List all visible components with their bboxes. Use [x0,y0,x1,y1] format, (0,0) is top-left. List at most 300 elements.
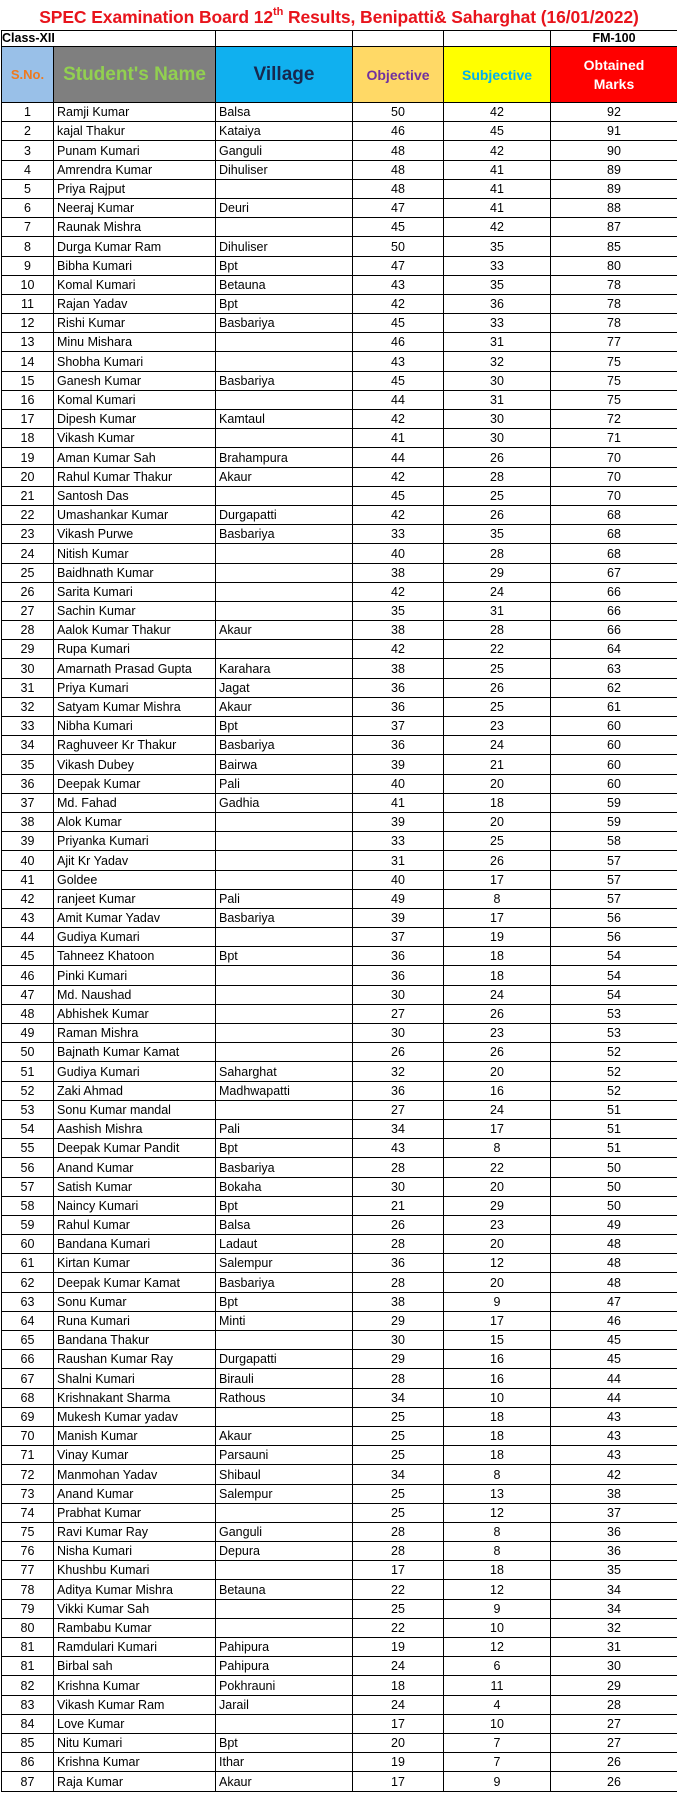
table-row [2,218,677,237]
table-row [2,1043,677,1062]
cell-village: Bpt [216,1139,353,1158]
cell-objective: 43 [353,275,444,294]
cell-objective: 39 [353,908,444,927]
cell-student-name: Priya Rajput [54,179,216,198]
cell-subjective: 18 [444,1561,551,1580]
cell-objective: 37 [353,717,444,736]
cell-sno: 11 [2,294,54,313]
cell-village: Shibaul [216,1465,353,1484]
table-row [2,1542,677,1561]
cell-village: Pokhrauni [216,1676,353,1695]
table-row [2,486,677,505]
table-row [2,103,677,122]
cell-village [216,563,353,582]
cell-obtained-marks: 70 [551,448,677,467]
cell-subjective: 20 [444,1062,551,1081]
cell-obtained-marks: 78 [551,294,677,313]
cell-village: Bpt [216,294,353,313]
table-row [2,1331,677,1350]
cell-sno: 65 [2,1331,54,1350]
cell-student-name: Md. Naushad [54,985,216,1004]
cell-village: Ladaut [216,1235,353,1254]
cell-sno: 32 [2,697,54,716]
cell-sno: 25 [2,563,54,582]
cell-obtained-marks: 52 [551,1081,677,1100]
cell-objective: 25 [353,1503,444,1522]
cell-objective: 41 [353,429,444,448]
table-row [2,390,677,409]
cell-village: Ganguli [216,141,353,160]
table-row [2,1676,677,1695]
cell-subjective: 42 [444,141,551,160]
table-row [2,1158,677,1177]
cell-obtained-marks: 78 [551,314,677,333]
cell-subjective: 30 [444,410,551,429]
cell-subjective: 8 [444,1465,551,1484]
cell-subjective: 25 [444,697,551,716]
cell-objective: 48 [353,179,444,198]
cell-student-name: Rajan Yadav [54,294,216,313]
table-row [2,1273,677,1292]
cell-village: Basbariya [216,314,353,333]
cell-objective: 36 [353,947,444,966]
cell-objective: 24 [353,1695,444,1714]
table-row [2,1004,677,1023]
cell-student-name: Bajnath Kumar Kamat [54,1043,216,1062]
cell-subjective: 26 [444,678,551,697]
cell-obtained-marks: 60 [551,717,677,736]
cell-subjective: 35 [444,237,551,256]
cell-village: Jarail [216,1695,353,1714]
cell-subjective: 9 [444,1292,551,1311]
cell-objective: 25 [353,1407,444,1426]
cell-student-name: ranjeet Kumar [54,889,216,908]
cell-objective: 17 [353,1714,444,1733]
cell-village [216,832,353,851]
cell-subjective: 31 [444,333,551,352]
cell-objective: 38 [353,1292,444,1311]
cell-sno: 50 [2,1043,54,1062]
cell-subjective: 24 [444,1100,551,1119]
cell-subjective: 19 [444,928,551,947]
cell-village [216,851,353,870]
cell-village: Saharghat [216,1062,353,1081]
cell-sno: 56 [2,1158,54,1177]
cell-student-name: Nisha Kumari [54,1542,216,1561]
cell-obtained-marks: 61 [551,697,677,716]
cell-sno: 53 [2,1100,54,1119]
table-row [2,774,677,793]
cell-objective: 43 [353,1139,444,1158]
table-row [2,928,677,947]
header-subjective: Subjective [444,47,551,103]
cell-subjective: 11 [444,1676,551,1695]
cell-village [216,966,353,985]
table-row [2,1369,677,1388]
cell-obtained-marks: 45 [551,1331,677,1350]
cell-sno: 14 [2,352,54,371]
cell-student-name: Shalni Kumari [54,1369,216,1388]
cell-student-name: Anand Kumar [54,1484,216,1503]
cell-student-name: Rahul Kumar [54,1215,216,1234]
cell-student-name: Bandana Thakur [54,1331,216,1350]
cell-obtained-marks: 88 [551,198,677,217]
cell-subjective: 21 [444,755,551,774]
cell-subjective: 29 [444,1196,551,1215]
cell-village [216,1599,353,1618]
cell-sno: 51 [2,1062,54,1081]
cell-sno: 47 [2,985,54,1004]
cell-student-name: Satyam Kumar Mishra [54,697,216,716]
cell-obtained-marks: 35 [551,1561,677,1580]
cell-objective: 42 [353,410,444,429]
cell-student-name: Rishi Kumar [54,314,216,333]
cell-sno: 60 [2,1235,54,1254]
info-row [2,31,677,47]
cell-student-name: Rupa Kumari [54,640,216,659]
cell-village: Akaur [216,1772,353,1791]
header-marks-line2: Marks [593,75,635,92]
cell-sno: 84 [2,1714,54,1733]
cell-obtained-marks: 75 [551,352,677,371]
cell-subjective: 18 [444,793,551,812]
cell-sno: 52 [2,1081,54,1100]
cell-sno: 21 [2,486,54,505]
cell-obtained-marks: 66 [551,601,677,620]
cell-subjective: 16 [444,1081,551,1100]
cell-objective: 40 [353,870,444,889]
cell-sno: 80 [2,1618,54,1637]
cell-student-name: Anand Kumar [54,1158,216,1177]
table-row [2,198,677,217]
table-row [2,851,677,870]
cell-objective: 28 [353,1369,444,1388]
cell-objective: 25 [353,1599,444,1618]
cell-sno: 2 [2,122,54,141]
cell-objective: 17 [353,1772,444,1791]
cell-subjective: 12 [444,1638,551,1657]
cell-village [216,218,353,237]
table-row [2,1292,677,1311]
cell-objective: 36 [353,678,444,697]
cell-obtained-marks: 34 [551,1580,677,1599]
cell-sno: 58 [2,1196,54,1215]
cell-sno: 68 [2,1388,54,1407]
cell-obtained-marks: 53 [551,1004,677,1023]
cell-sno: 37 [2,793,54,812]
table-row [2,1465,677,1484]
cell-obtained-marks: 75 [551,390,677,409]
cell-student-name: Gudiya Kumari [54,1062,216,1081]
table-row [2,678,677,697]
cell-objective: 34 [353,1119,444,1138]
cell-obtained-marks: 71 [551,429,677,448]
cell-sno: 83 [2,1695,54,1714]
table-row [2,889,677,908]
cell-student-name: Birbal sah [54,1657,216,1676]
cell-sno: 22 [2,505,54,524]
cell-subjective: 30 [444,371,551,390]
cell-village: Karahara [216,659,353,678]
cell-obtained-marks: 72 [551,410,677,429]
cell-village: Bpt [216,1292,353,1311]
cell-subjective: 29 [444,563,551,582]
cell-subjective: 9 [444,1772,551,1791]
cell-student-name: Baidhnath Kumar [54,563,216,582]
cell-obtained-marks: 26 [551,1753,677,1772]
cell-objective: 33 [353,525,444,544]
table-row [2,1657,677,1676]
cell-subjective: 6 [444,1657,551,1676]
cell-objective: 18 [353,1676,444,1695]
cell-sno: 85 [2,1733,54,1752]
cell-objective: 28 [353,1522,444,1541]
cell-student-name: Aashish Mishra [54,1119,216,1138]
cell-obtained-marks: 44 [551,1388,677,1407]
cell-subjective: 33 [444,256,551,275]
cell-student-name: Raman Mishra [54,1024,216,1043]
table-row [2,697,677,716]
table-row [2,1177,677,1196]
cell-objective: 32 [353,1062,444,1081]
cell-village [216,928,353,947]
cell-subjective: 32 [444,352,551,371]
cell-village [216,640,353,659]
table-row [2,1100,677,1119]
cell-subjective: 12 [444,1254,551,1273]
cell-objective: 34 [353,1465,444,1484]
cell-student-name: Zaki Ahmad [54,1081,216,1100]
cell-obtained-marks: 60 [551,774,677,793]
cell-obtained-marks: 90 [551,141,677,160]
cell-subjective: 10 [444,1388,551,1407]
cell-objective: 24 [353,1657,444,1676]
info-cell-empty [444,31,551,47]
cell-sno: 23 [2,525,54,544]
cell-obtained-marks: 48 [551,1254,677,1273]
cell-objective: 36 [353,966,444,985]
table-row [2,371,677,390]
cell-sno: 39 [2,832,54,851]
cell-subjective: 35 [444,525,551,544]
cell-sno: 41 [2,870,54,889]
cell-sno: 45 [2,947,54,966]
cell-objective: 34 [353,1388,444,1407]
cell-student-name: Love Kumar [54,1714,216,1733]
cell-sno: 48 [2,1004,54,1023]
cell-obtained-marks: 68 [551,505,677,524]
cell-obtained-marks: 38 [551,1484,677,1503]
table-row [2,563,677,582]
table-row [2,1388,677,1407]
cell-sno: 62 [2,1273,54,1292]
table-row [2,1446,677,1465]
cell-objective: 46 [353,122,444,141]
cell-student-name: Aman Kumar Sah [54,448,216,467]
cell-obtained-marks: 57 [551,870,677,889]
cell-obtained-marks: 31 [551,1638,677,1657]
cell-objective: 20 [353,1733,444,1752]
cell-village: Durgapatti [216,505,353,524]
cell-subjective: 16 [444,1350,551,1369]
cell-obtained-marks: 45 [551,1350,677,1369]
cell-student-name: Raghuveer Kr Thakur [54,736,216,755]
cell-objective: 27 [353,1004,444,1023]
header-obtained-marks [551,47,677,103]
cell-student-name: Komal Kumari [54,390,216,409]
cell-sno: 20 [2,467,54,486]
cell-sno: 42 [2,889,54,908]
cell-village: Rathous [216,1388,353,1407]
cell-subjective: 22 [444,640,551,659]
cell-student-name: Vikash Purwe [54,525,216,544]
cell-student-name: Pinki Kumari [54,966,216,985]
cell-village: Pahipura [216,1638,353,1657]
cell-subjective: 20 [444,1273,551,1292]
cell-subjective: 28 [444,467,551,486]
cell-objective: 45 [353,218,444,237]
cell-sno: 63 [2,1292,54,1311]
cell-subjective: 20 [444,1235,551,1254]
cell-obtained-marks: 64 [551,640,677,659]
cell-subjective: 18 [444,947,551,966]
cell-obtained-marks: 36 [551,1522,677,1541]
cell-village: Bpt [216,1733,353,1752]
cell-subjective: 28 [444,621,551,640]
cell-student-name: Amrendra Kumar [54,160,216,179]
cell-village [216,179,353,198]
cell-village: Jagat [216,678,353,697]
table-row [2,1196,677,1215]
table-row [2,717,677,736]
table-row [2,1561,677,1580]
cell-subjective: 24 [444,582,551,601]
cell-subjective: 17 [444,870,551,889]
cell-subjective: 41 [444,198,551,217]
table-row [2,1599,677,1618]
cell-subjective: 26 [444,1004,551,1023]
cell-obtained-marks: 63 [551,659,677,678]
fm-label: FM-100 [551,31,677,47]
cell-objective: 26 [353,1043,444,1062]
cell-village [216,582,353,601]
cell-sno: 43 [2,908,54,927]
cell-objective: 44 [353,448,444,467]
cell-village: Parsauni [216,1446,353,1465]
title-suffix: Results, Benipatti& Saharghat (16/01/2022) [283,7,639,27]
cell-objective: 36 [353,736,444,755]
table-row [2,947,677,966]
cell-student-name: Aditya Kumar Mishra [54,1580,216,1599]
cell-obtained-marks: 91 [551,122,677,141]
cell-obtained-marks: 78 [551,275,677,294]
table-row [2,505,677,524]
cell-obtained-marks: 47 [551,1292,677,1311]
cell-sno: 29 [2,640,54,659]
cell-subjective: 15 [444,1331,551,1350]
cell-subjective: 26 [444,448,551,467]
cell-objective: 39 [353,812,444,831]
table-row [2,429,677,448]
cell-student-name: Goldee [54,870,216,889]
cell-student-name: Raja Kumar [54,1772,216,1791]
info-cell-empty [353,31,444,47]
cell-village: Pali [216,774,353,793]
cell-village [216,486,353,505]
cell-student-name: Neeraj Kumar [54,198,216,217]
cell-subjective: 20 [444,774,551,793]
cell-objective: 36 [353,1081,444,1100]
cell-objective: 29 [353,1311,444,1330]
cell-sno: 46 [2,966,54,985]
cell-sno: 69 [2,1407,54,1426]
table-row [2,1580,677,1599]
cell-obtained-marks: 68 [551,525,677,544]
table-row [2,966,677,985]
table-row [2,1081,677,1100]
table-row [2,160,677,179]
table-row [2,755,677,774]
table-row [2,294,677,313]
table-row [2,1024,677,1043]
cell-sno: 40 [2,851,54,870]
cell-subjective: 10 [444,1714,551,1733]
cell-village: Basbariya [216,908,353,927]
cell-student-name: Abhishek Kumar [54,1004,216,1023]
cell-subjective: 36 [444,294,551,313]
cell-objective: 28 [353,1158,444,1177]
results-table-body [2,31,677,1792]
cell-obtained-marks: 32 [551,1618,677,1637]
cell-student-name: Nibha Kumari [54,717,216,736]
cell-student-name: Vikash Dubey [54,755,216,774]
cell-obtained-marks: 30 [551,1657,677,1676]
cell-objective: 45 [353,371,444,390]
cell-student-name: Gudiya Kumari [54,928,216,947]
cell-sno: 86 [2,1753,54,1772]
cell-student-name: Naincy Kumari [54,1196,216,1215]
cell-student-name: Komal Kumari [54,275,216,294]
cell-student-name: Khushbu Kumari [54,1561,216,1580]
table-row [2,1522,677,1541]
cell-sno: 3 [2,141,54,160]
cell-student-name: Md. Fahad [54,793,216,812]
cell-obtained-marks: 57 [551,889,677,908]
cell-student-name: kajal Thakur [54,122,216,141]
cell-sno: 12 [2,314,54,333]
cell-obtained-marks: 46 [551,1311,677,1330]
cell-village: Pahipura [216,1657,353,1676]
table-row [2,237,677,256]
cell-student-name: Krishna Kumar [54,1753,216,1772]
cell-obtained-marks: 34 [551,1599,677,1618]
cell-subjective: 26 [444,1043,551,1062]
cell-subjective: 4 [444,1695,551,1714]
cell-sno: 26 [2,582,54,601]
cell-sno: 67 [2,1369,54,1388]
cell-student-name: Umashankar Kumar [54,505,216,524]
table-row [2,525,677,544]
cell-village: Ithar [216,1753,353,1772]
table-row [2,275,677,294]
cell-student-name: Runa Kumari [54,1311,216,1330]
cell-subjective: 41 [444,179,551,198]
cell-obtained-marks: 43 [551,1446,677,1465]
cell-sno: 55 [2,1139,54,1158]
cell-student-name: Priyanka Kumari [54,832,216,851]
cell-objective: 25 [353,1484,444,1503]
cell-objective: 44 [353,390,444,409]
